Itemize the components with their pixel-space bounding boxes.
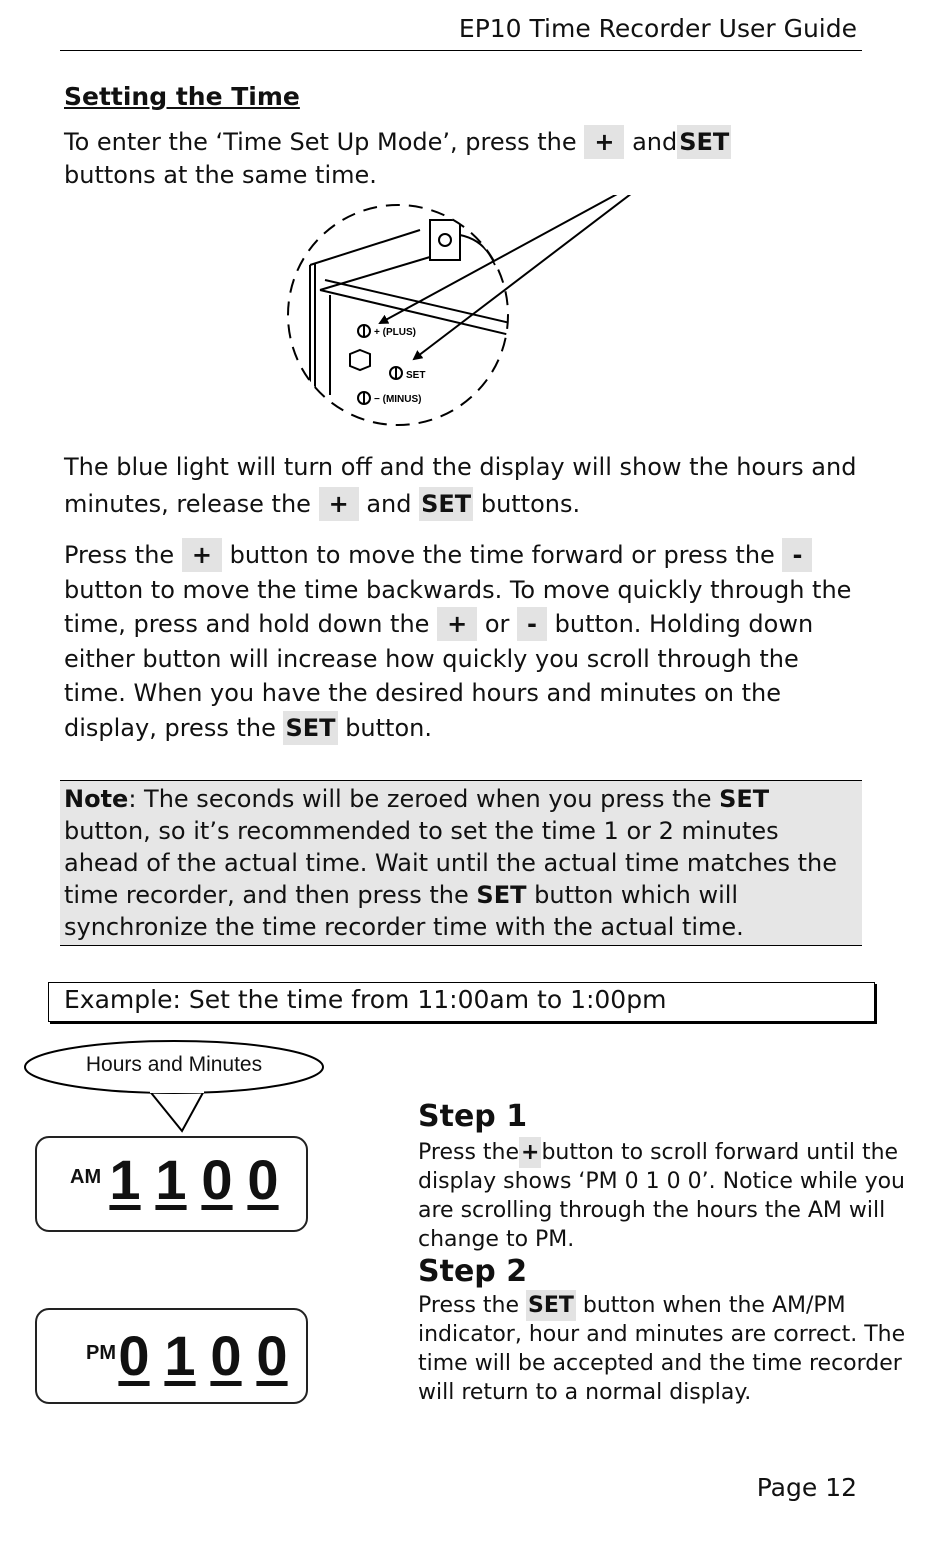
minus-key-label: - — [782, 538, 812, 572]
display-digits-pm — [111, 1324, 295, 1387]
plus-key-label: + — [437, 607, 477, 641]
digit-hour-tens: 0 — [118, 1324, 150, 1387]
para3-text-1: Press the — [64, 541, 175, 569]
set-key-label: SET — [419, 487, 473, 521]
step2-title: Step 2 — [418, 1254, 528, 1289]
minus-button-icon — [358, 392, 370, 404]
hex-indicator-icon — [350, 350, 370, 370]
note-paragraph — [64, 783, 854, 943]
digit-hour-tens: 1 — [109, 1148, 141, 1211]
plus-key-label: + — [519, 1137, 541, 1168]
diagram-set-label: SET — [406, 370, 426, 381]
note-label: Note — [64, 785, 129, 813]
scroll-paragraph — [64, 538, 864, 745]
note-text-3: button which will synchronize the time recorder time with the actual time. — [64, 881, 744, 941]
step2-body — [418, 1291, 933, 1407]
para3-text-6: button. — [345, 713, 432, 742]
intro-text-1: To enter the ‘Time Set Up Mode’, press the — [64, 128, 577, 156]
minus-key-label: - — [517, 607, 547, 641]
digit-hour-ones: 1 — [164, 1324, 196, 1387]
am-indicator: AM — [70, 1166, 102, 1188]
note-text-2: button, so it’s recommended to set the time 1 or 2 minutes ahead of the actual time. Wait until the actual time matches the time recorder, and then press the — [64, 817, 838, 909]
digit-minute-tens: 0 — [201, 1148, 233, 1211]
diagram-minus-label: − (MINUS) — [374, 394, 422, 405]
para3-text-4: or — [484, 610, 510, 638]
page-number: Page 12 — [756, 1473, 857, 1502]
para3-text-3: button to move the time backwards. To move quickly through the time, press and hold down the — [64, 575, 852, 638]
example-text: Example: Set the time from 11:00am to 1:00pm — [64, 985, 667, 1014]
set-button-icon — [390, 367, 402, 379]
diagram-plus-label: + (PLUS) — [374, 327, 416, 338]
para2-text-2: and — [366, 490, 412, 518]
display-digits-am — [102, 1148, 286, 1211]
para3-text-2: button to move the time forward or press the — [229, 541, 775, 569]
plus-key-label: + — [584, 125, 624, 159]
digit-minute-ones: 0 — [247, 1148, 279, 1211]
step2-text-2: button when the AM/PM indicator, hour and minutes are correct. The time will be accepted and the time recorder will return to a normal display. — [418, 1293, 906, 1405]
para2-text-3: buttons. — [480, 490, 581, 518]
digit-minute-tens: 0 — [210, 1324, 242, 1387]
release-paragraph — [64, 449, 864, 523]
digit-minute-ones: 0 — [256, 1324, 288, 1387]
step2-text-1: Press the — [418, 1293, 519, 1318]
header-divider — [60, 50, 862, 51]
button-panel-diagram — [280, 195, 680, 435]
callout-label: Hours and Minutes — [85, 1053, 263, 1076]
para2-text-1: The blue light will turn off and the display will show the hours and minutes, release the — [64, 453, 857, 518]
pm-indicator: PM — [86, 1342, 116, 1364]
page-header-title: EP10 Time Recorder User Guide — [458, 14, 857, 43]
intro-text-3: buttons at the same time. — [64, 161, 377, 189]
note-text-1: : The seconds will be zeroed when you press the — [128, 785, 712, 813]
set-key-label: SET — [719, 785, 770, 813]
set-key-label: SET — [476, 881, 527, 909]
step1-body — [418, 1138, 933, 1254]
para3-text-5: button. Holding down either button will increase how quickly you scroll through the time. When you have the desired hours and minutes on the display, press the — [64, 610, 814, 742]
set-key-label: SET — [677, 125, 731, 159]
plus-button-icon — [358, 325, 370, 337]
set-key-label: SET — [283, 711, 337, 745]
digit-hour-ones: 1 — [155, 1148, 187, 1211]
step1-text-2: button to scroll forward until the display shows ‘PM 0 1 0 0’. Notice while you are scrolling through the hours the AM will change to PM. — [418, 1140, 905, 1252]
set-key-label: SET — [526, 1290, 576, 1321]
plus-key-label: + — [182, 538, 222, 572]
step1-text-1: Press the — [418, 1140, 519, 1165]
section-heading: Setting the Time — [64, 82, 300, 111]
step1-title: Step 1 — [418, 1099, 528, 1134]
intro-text-2: and — [632, 128, 678, 156]
intro-paragraph — [64, 126, 864, 192]
plus-key-label: + — [319, 487, 359, 521]
